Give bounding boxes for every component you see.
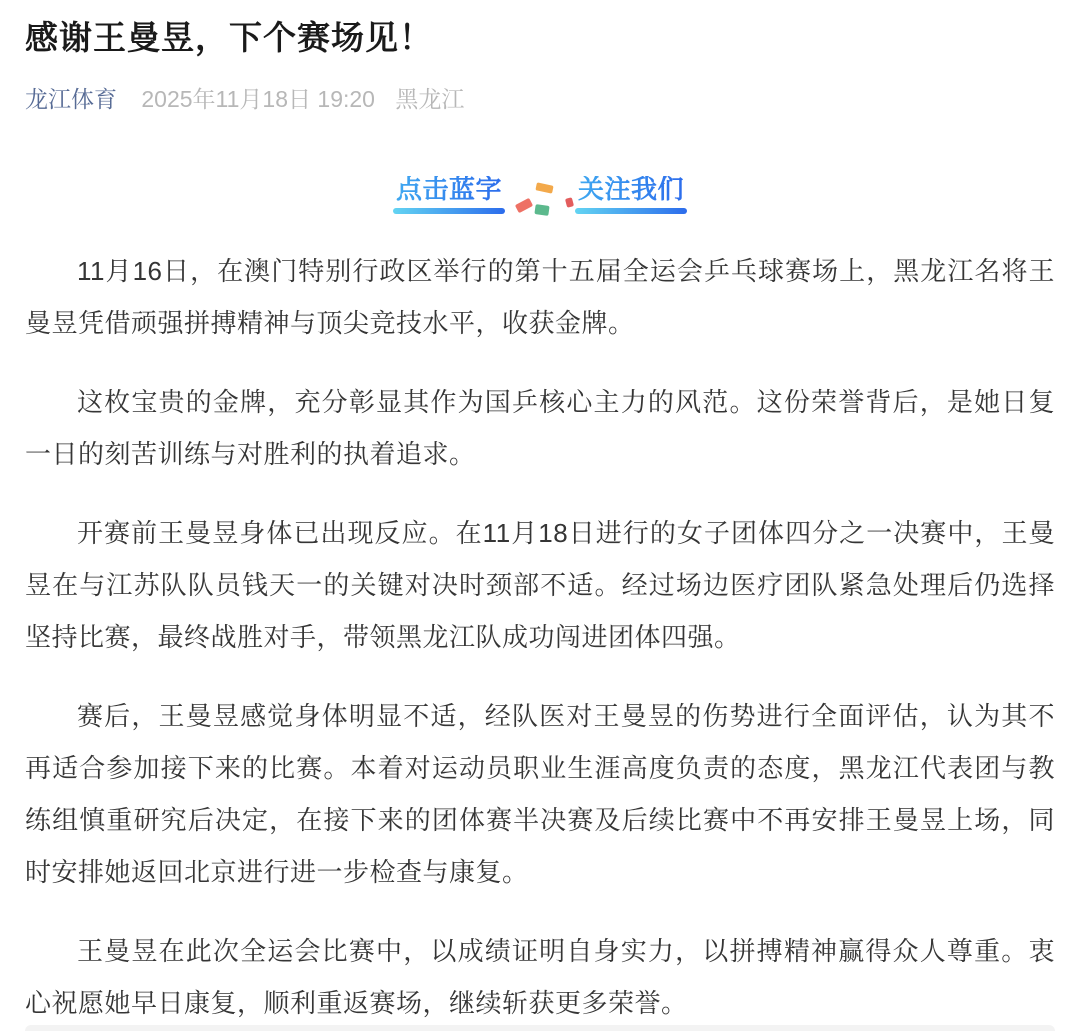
banner-right-label: 关注我们 bbox=[577, 174, 684, 204]
body-paragraph-2: 这枚宝贵的金牌，充分彰显其作为国乒核心主力的风范。这份荣誉背后，是她日复一日的刻苦训练与对胜利的执着追求。 bbox=[25, 387, 1055, 469]
follow-us-button[interactable] bbox=[575, 176, 687, 214]
click-blue-text-button[interactable] bbox=[393, 176, 505, 214]
publish-date: 2025年11月18日 19:20 bbox=[141, 86, 375, 112]
publish-location: 黑龙江 bbox=[395, 86, 465, 112]
confetti-red-icon bbox=[565, 197, 574, 208]
banner-left-underline bbox=[393, 208, 505, 214]
body-paragraph-3: 开赛前王曼昱身体已出现反应。在11月18日进行的女子团体四分之一决赛中，王曼昱在与江苏队队员钱天一的关键对决时颈部不适。经过场边医疗团队紧急处理后仍选择坚持比赛，最终战胜对手，带领黑龙江队成功闯进团体四强。 bbox=[25, 518, 1055, 652]
confetti-salmon-icon bbox=[515, 198, 533, 213]
article-title: 感谢王曼昱，下个赛场见！ bbox=[25, 19, 433, 56]
article-body bbox=[25, 245, 1055, 1029]
body-paragraph-4: 赛后，王曼昱感觉身体明显不适，经队医对王曼昱的伤势进行全面评估，认为其不再适合参加接下来的比赛。本着对运动员职业生涯高度负责的态度，黑龙江代表团与教练组慎重研究后决定，在接下来的团体赛半决赛及后续比赛中不再安排王曼昱上场，同时安排她返回北京进行进一步检查与康复。 bbox=[25, 701, 1055, 887]
confetti-green-icon bbox=[534, 204, 549, 216]
author-account-link[interactable]: 龙江体育 bbox=[25, 86, 117, 112]
body-paragraph-5: 王曼昱在此次全运会比赛中，以成绩证明自身实力，以拼搏精神赢得众人尊重。衷心祝愿她早日康复，顺利重返赛场，继续斩获更多荣誉。 bbox=[25, 936, 1055, 1018]
confetti-decoration-icon bbox=[25, 176, 1055, 214]
banner-right-underline bbox=[575, 208, 687, 214]
follow-banner[interactable] bbox=[25, 176, 1055, 214]
article-meta bbox=[25, 84, 1055, 114]
footer-card-top-edge bbox=[25, 1025, 1055, 1031]
body-paragraph-1: 11月16日，在澳门特别行政区举行的第十五届全运会乒乓球赛场上，黑龙江名将王曼昱凭借顽强拼搏精神与顶尖竞技水平，收获金牌。 bbox=[25, 256, 1055, 338]
banner-left-label: 点击蓝字 bbox=[395, 174, 502, 204]
confetti-orange-icon bbox=[535, 182, 553, 193]
